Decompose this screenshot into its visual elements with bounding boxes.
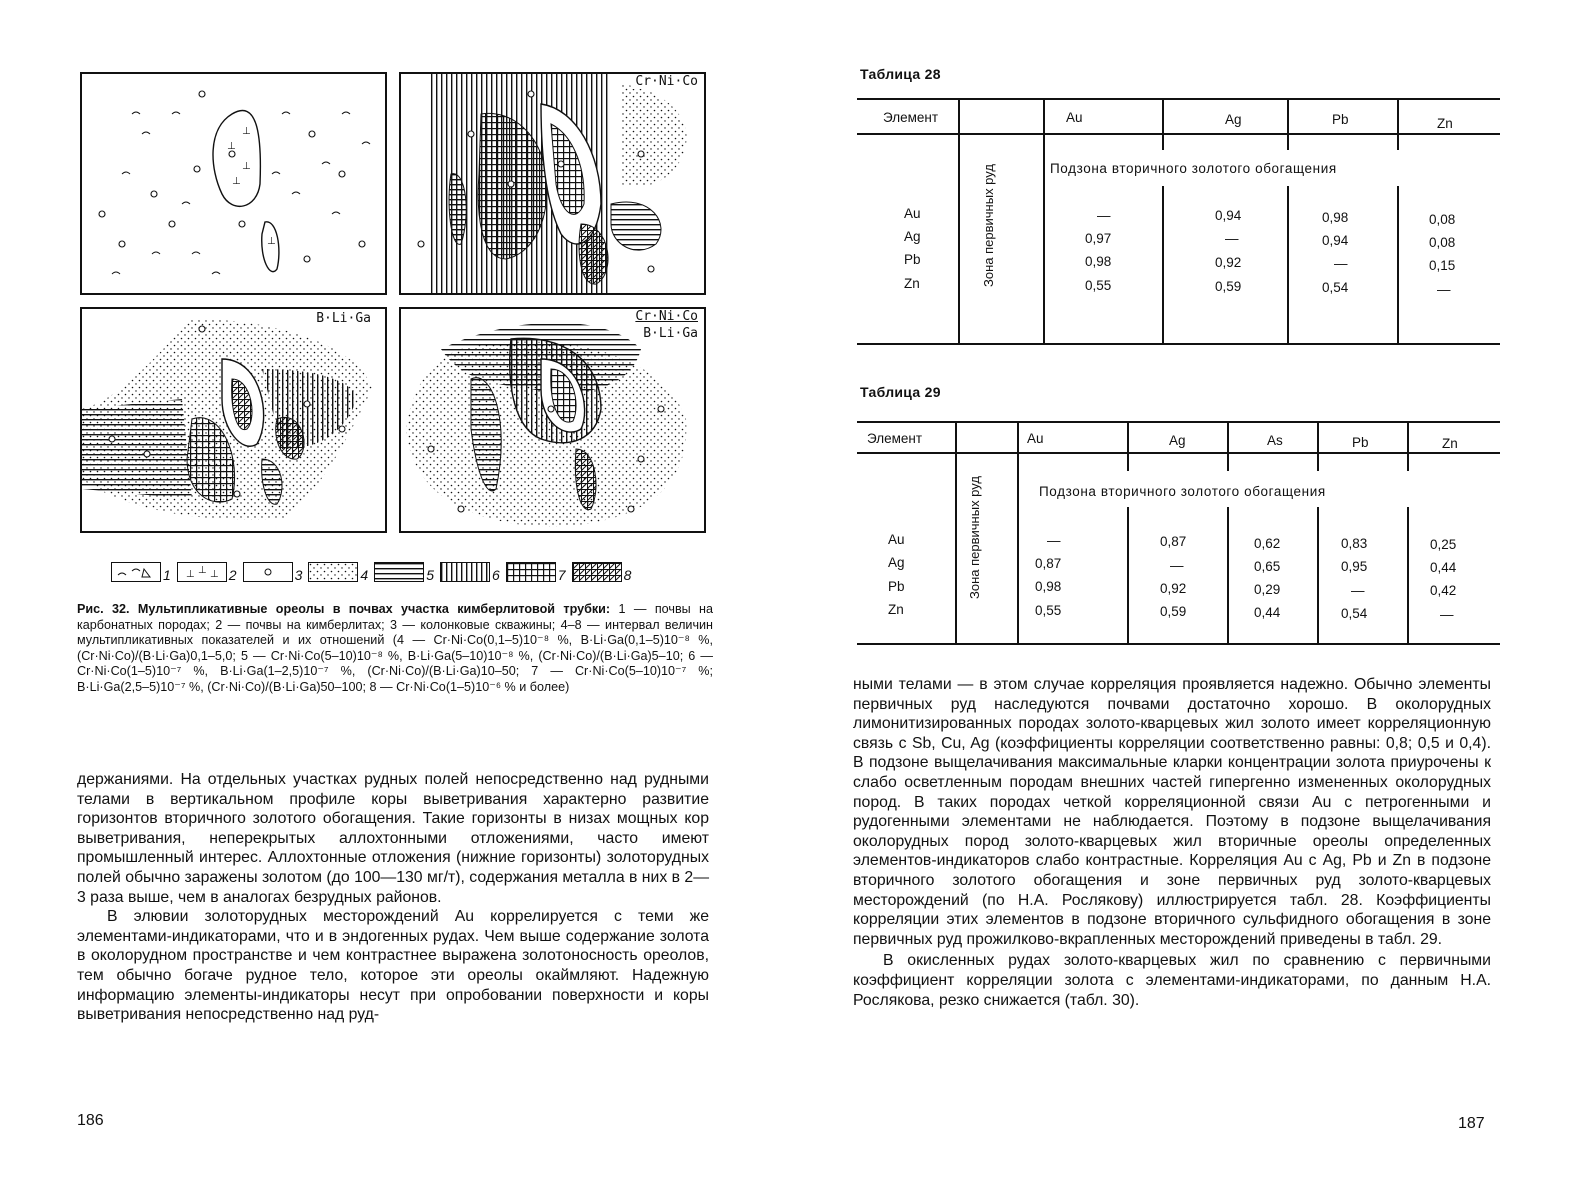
table-28-subzone: Подзона вторичного золотого обогащения [1050, 161, 1337, 176]
svg-text:⊥: ⊥ [242, 161, 251, 172]
legend-number: 6 [491, 567, 500, 583]
legend-item-6 [440, 562, 500, 582]
panel-1-map [82, 74, 385, 293]
legend-item-5 [374, 562, 434, 582]
right-paragraph-1: ными телами — в этом случае корреляция проявляется надежно. Обычно элементы первичных руд наследуются почвами достаточно хорошо. В околорудных лимонитизированных породах золото-кварцевых жил золото имеет корреляционную связь с Sb, Cu, Ag (коэффициенты корреляции соответственно равны: 0,8; 0,5 и 0,4). В подзоне выщелачивания максимальные кларки концентрации золота приурочены к слабо осветленным породам внешних частей гипергенно измененных околорудных пород. В таких породах четкой корреляционной связи Au с петрогенными и рудогенными элементами не наблюдается. Поэтому в подзоне выщелачивания околорудных пород золото-кварцевых жил вторичные ореолы определенных элементов-индикаторов слабо контрастные. Корреляция Au с Ag, Pb и Zn в подзоне вторичного золотого обогащения и зоне первичных руд золото-кварцевых месторождений (по Н.А. Рослякову) иллюстрируется табл. 28. Коэффициенты корреляции этих элементов в подзоне вторичного сульфидного обогащения в зоне первичных руд прожилково-вкрапленных месторождений приведены в табл. 29. [853, 676, 1491, 948]
table-28-zone-label: Зона первичных руд [981, 164, 996, 287]
table-29-header-element: Элемент [867, 431, 923, 446]
figure-panel-2 [399, 72, 706, 295]
legend-item-4 [308, 562, 368, 582]
panel-2-map [401, 74, 704, 293]
table-28-header-pb: Pb [1332, 112, 1349, 127]
legend-number: 8 [623, 567, 632, 583]
table-28-header-zn: Zn [1437, 116, 1453, 131]
table-29-header-ag: Ag [1169, 433, 1186, 448]
figure-panel-3 [80, 307, 387, 533]
table-29-subzone: Подзона вторичного золотого обогащения [1039, 484, 1326, 499]
figure-panel-4 [399, 307, 706, 533]
right-body-text [853, 675, 1491, 1010]
svg-text:⊥: ⊥ [242, 126, 251, 137]
legend-swatch-dots [308, 562, 358, 582]
table-28-header-au: Au [1066, 110, 1083, 125]
legend-swatch-soil-kimberlite [177, 562, 227, 582]
legend-item-3 [243, 562, 303, 582]
panel-3-label: B·Li·Ga [316, 311, 371, 326]
table-29: Элемент Au Ag As Pb Zn Подзона вторичного золотого обогащения Зона первичных руд Au — 0,87 0,62 0,83 0,25 Ag 0,87 — 0,65 0,95 0,44 Pb 0,98 0,92 0,29 — 0,42 Zn 0,55 0,59 0,44 0,54 — [857, 421, 1500, 646]
figure-caption-body: 1 — почвы на карбонатных породах; 2 — почвы на кимберлитах; 3 — колонковые скважины; 4–8 — интервал величин мультипликативных показателей и их отношений (4 — Cr·Ni·Co(0,1–5)10⁻⁸ %, B·Li·Ga(0,1–5)10⁻⁸ %, (Cr·Ni·Co)/(B·Li·Ga)0,1–5,0; 5 — Cr·Ni·Co(5–10)10⁻⁸ %, B·Li·Ga(5–10)10⁻⁸ %, (Cr·Ni·Co)/(B·Li·Ga)5–10; 6 — Cr·Ni·Co(1–5)10⁻⁷ %, B·Li·Ga(1–2,5)10⁻⁷ %, (Cr·Ni·Co)/(B·Li·Ga)10–50; 7 — Cr·Ni·Co(5–10)10⁻⁷ %; B·Li·Ga(2,5–5)10⁻⁷ %, (Cr·Ni·Co)/(B·Li·Ga)50–100; 8 — Cr·Ni·Co(1–5)10⁻⁶ % и более) [77, 602, 714, 694]
table-28-caption: Таблица 28 [860, 66, 941, 82]
panel-2-label: Cr·Ni·Co [635, 74, 698, 89]
table-28: Элемент Au Ag Pb Zn Подзона вторичного золотого обогащения Зона первичных руд Au — 0,94 0,98 0,08 Ag 0,97 — 0,94 0,08 Pb 0,98 0,92 — 0,15 Zn 0,55 0,59 0,54 — [857, 98, 1500, 346]
page-number-left: 186 [77, 1112, 104, 1129]
legend-item-7 [506, 562, 566, 582]
legend-number: 3 [294, 567, 303, 583]
page-number-right: 187 [1458, 1115, 1485, 1132]
legend-swatch-crosshatch [572, 562, 622, 582]
table-29-header-pb: Pb [1352, 435, 1369, 450]
table-28-header-element: Элемент [883, 110, 939, 125]
table-29-header-au: Au [1027, 431, 1044, 446]
panel-4-label-1: Cr·Ni·Co [635, 309, 698, 324]
right-paragraph-2: В окисленных рудах золото-кварцевых жил по сравнению с первичными коэффициент корреляции золота с элементами-индикаторами, по данным Н.А. Рослякова, резко снижается (табл. 30). [853, 952, 1491, 1009]
left-paragraph-1: держаниями. На отдельных участках рудных полей непосредственно над рудными телами в вертикальном профиле коры выветривания характерно развитие горизонтов вторичного золотого обогащения. Такие горизонты в низах мощных кор выветривания, неперекрытых аллохтонными отложениями, часто имеют промышленный интерес. Аллохтонные отложения (нижние горизонты) золоторудных полей обычно заражены золотом (до 100—130 мг/т), содержания металла в них в 2—3 раза выше, чем в аналогах безрудных районов. [77, 771, 709, 906]
figure-caption-title: Рис. 32. Мультипликативные ореолы в почвах участка кимберлитовой трубки: [77, 602, 611, 616]
panel-3-map [82, 309, 385, 531]
table-29-header-zn: Zn [1442, 436, 1458, 451]
table-29-zone-label: Зона первичных руд [967, 476, 982, 599]
svg-text:⊥: ⊥ [197, 565, 207, 576]
legend-number: 2 [228, 567, 237, 583]
legend-item-8 [572, 562, 632, 582]
figure-legend [111, 562, 637, 582]
legend-swatch-borehole [243, 562, 293, 582]
legend-swatch-horizontal [374, 562, 424, 582]
svg-text:⊥: ⊥ [232, 176, 241, 187]
legend-swatch-soil-carbonate [111, 562, 161, 582]
legend-number: 4 [360, 567, 369, 583]
svg-text:⊥: ⊥ [185, 569, 195, 580]
legend-number: 1 [163, 567, 171, 583]
panel-4-map [401, 309, 704, 531]
svg-text:⊥: ⊥ [209, 569, 219, 580]
left-body-text [77, 770, 709, 1025]
legend-item-2 [177, 562, 237, 582]
table-29-header-as: As [1267, 433, 1283, 448]
legend-swatch-vertical [440, 562, 490, 582]
figure-caption [77, 602, 713, 696]
panel-4-label-2: B·Li·Ga [643, 326, 698, 341]
left-paragraph-2: В элювии золоторудных месторождений Au коррелируется с теми же элементами-индикаторами, что и в эндогенных рудах. Чем выше содержание золота в околорудном пространстве и чем контрастнее выражена золотоносность ореолов, тем обычно богаче рудное тело, которое эти ореолы окаймляют. Надежную информацию элементы-индикаторы несут при опробовании поверхности и коры выветривания непосредственно над руд- [77, 908, 709, 1024]
legend-item-1 [111, 562, 171, 582]
legend-number: 7 [557, 567, 566, 583]
table-29-caption: Таблица 29 [860, 384, 941, 400]
legend-number: 5 [426, 567, 434, 583]
svg-text:⊥: ⊥ [267, 236, 276, 247]
table-28-header-ag: Ag [1225, 112, 1242, 127]
legend-swatch-grid [506, 562, 556, 582]
svg-text:⊥: ⊥ [227, 141, 236, 152]
figure-panel-1 [80, 72, 387, 295]
